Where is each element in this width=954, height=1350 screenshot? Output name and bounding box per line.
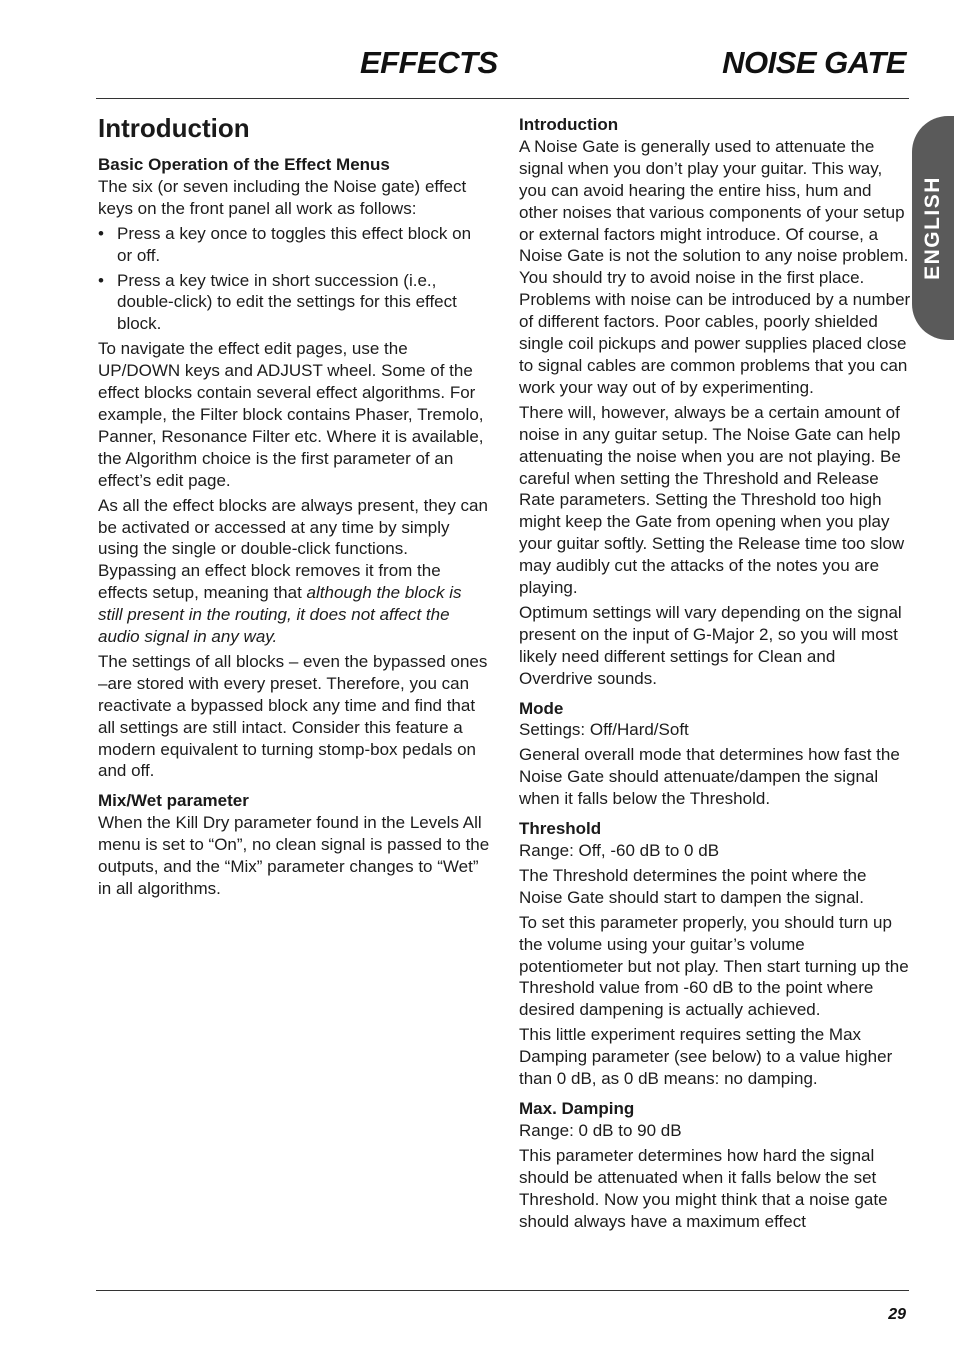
- mix-wet-section: [98, 790, 490, 900]
- threshold-p2: To set this parameter properly, you should turn up the volume using your guitar’s volume potentiometer but not play. Then start turning up the Threshold value from -60 dB to the point where desired dampening is actually achieved.: [519, 912, 909, 1020]
- basic-operation-intro: The six (or seven including the Noise gate) effect keys on the front panel all work as follows:: [98, 176, 467, 218]
- effect-blocks-emphasis: although the block is still present in the routing, it does not affect the audio signal in any way.: [98, 583, 462, 647]
- effect-blocks-paragraph: [98, 495, 490, 648]
- mode-settings: Settings: Off/Hard/Soft: [519, 720, 689, 740]
- max-damping-section: [519, 1098, 911, 1232]
- threshold-p1: The Threshold determines the point where the Noise Gate should start to dampen the signal.: [519, 865, 867, 907]
- header-divider: [96, 98, 909, 99]
- noise-gate-intro-p3: Optimum settings will vary depending on the signal present on the input of G-Major 2, so you will most likely need different settings for Clean and Overdrive sounds.: [519, 602, 902, 688]
- bullet-icon: •: [98, 270, 104, 290]
- noise-gate-intro-title: Introduction: [519, 115, 619, 134]
- list-item: [98, 223, 490, 267]
- mode-text: General overall mode that determines how fast the Noise Gate should attenuate/dampen the signal when it falls below the Threshold.: [519, 745, 900, 809]
- effect-blocks-text: As all the effect blocks are always present, they can be activated or accessed at any time by simply using the single or double-click functions. Bypassing an effect block removes it from the effects setup, meaning that: [98, 495, 488, 603]
- noise-gate-intro-p2: There will, however, always be a certain amount of noise in any guitar setup. The Noise Gate can help attenuating the noise when you are not playing. Be careful when setting the Threshold and Release Rate parameters. Setting the Threshold too high might keep the Gate from opening when you play your guitar softly. Setting the Release time too slow may audibly cut the attacks of the notes you are playing.: [519, 402, 905, 598]
- right-column: [519, 114, 911, 1240]
- max-damping-text: This parameter determines how hard the signal should be attenuated when it falls below the set Threshold. Now you might think that a noise gate should always have a maximum effect: [519, 1145, 888, 1231]
- settings-paragraph: The settings of all blocks – even the bypassed ones –are stored with every preset. Therefore, you can reactivate a bypassed block any time and find that all settings are still intact. Consider this feature a modern equivalent to turning stomp-box pedals on and off.: [98, 651, 488, 781]
- noise-gate-intro-section: [519, 114, 911, 690]
- language-tab-label: ENGLISH: [921, 176, 944, 280]
- page-number: 29: [888, 1306, 906, 1323]
- section-title-effects: EFFECTS: [360, 45, 498, 80]
- navigate-paragraph: To navigate the effect edit pages, use the UP/DOWN keys and ADJUST wheel. Some of the effect blocks contain several effect algorithms. For example, the Filter block contains Phaser, Tremolo, Panner, Resonance Filter etc. Where it is available, the Algorithm choice is the first parameter of an effect’s edit page.: [98, 339, 484, 490]
- bullet-icon: •: [98, 223, 104, 243]
- list-item: [98, 270, 490, 336]
- section-title-noise-gate: NOISE GATE: [722, 45, 906, 80]
- list-item-text: Press a key once to toggles this effect block on or off.: [117, 223, 472, 265]
- footer-divider: [96, 1290, 909, 1291]
- language-tab: [912, 116, 954, 340]
- max-damping-range: Range: 0 dB to 90 dB: [519, 1120, 682, 1140]
- list-item-text: Press a key twice in short succession (i.e., double-click) to edit the settings for this effect block.: [117, 270, 457, 334]
- left-column: [98, 112, 490, 908]
- threshold-title: Threshold: [519, 819, 602, 839]
- max-damping-title: Max. Damping: [519, 1098, 635, 1118]
- noise-gate-intro-p1: A Noise Gate is generally used to attenuate the signal when you don’t play your guitar. This way, you can avoid hearing the entire hiss, hum and other noises that various components of your setup or external factors might introduce. Of course, a Noise Gate is not the solution to any noise problem. You should try to avoid noise in the first place. Problems with noise can be introduced by a number of different factors. Poor cables, poorly shielded single coil pickups and power supplies placed close to signal cables are common problems that you can work your way out of by experimenting.: [519, 136, 911, 397]
- basic-operation-section: [98, 154, 490, 782]
- basic-operation-list: [98, 223, 490, 336]
- mix-wet-text: When the Kill Dry parameter found in the Levels All menu is set to “On”, no clean signal is passed to the outputs, and the “Mix” parameter changes to “Wet” in all algorithms.: [98, 813, 490, 898]
- mode-section: [519, 698, 911, 811]
- threshold-p3: This little experiment requires setting the Max Damping parameter (see below) to a value higher than 0 dB, as 0 dB means: no damping.: [519, 1025, 893, 1089]
- introduction-heading: Introduction: [98, 113, 250, 143]
- basic-operation-title: Basic Operation of the Effect Menus: [98, 155, 390, 174]
- threshold-section: [519, 818, 911, 1090]
- mode-title: Mode: [519, 698, 564, 718]
- mix-wet-title: Mix/Wet parameter: [98, 791, 249, 811]
- threshold-range: Range: Off, -60 dB to 0 dB: [519, 841, 720, 860]
